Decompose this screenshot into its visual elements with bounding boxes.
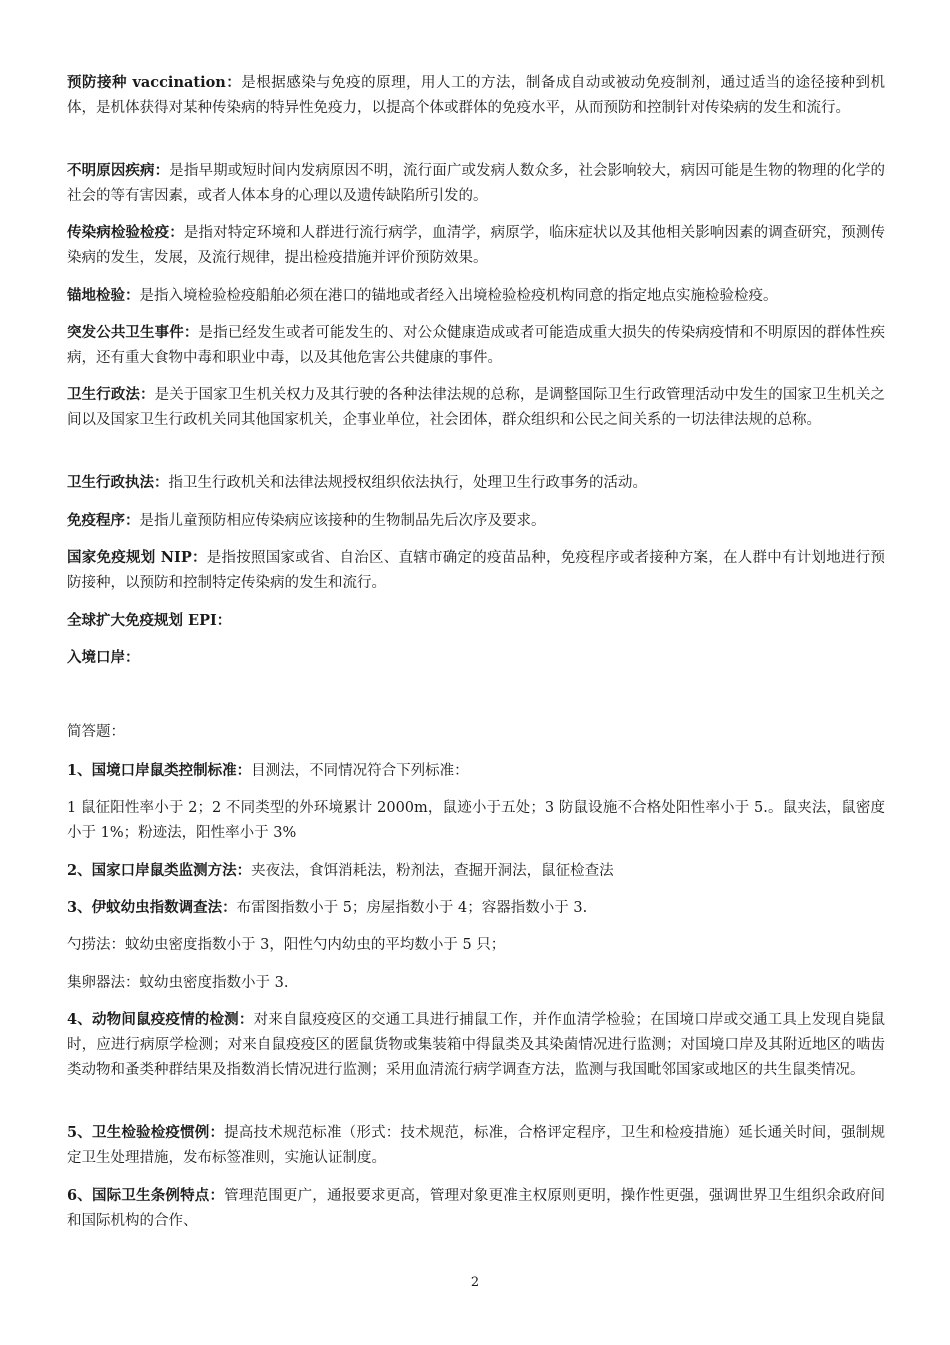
definition-public-health-emergency [67,320,885,371]
definition-health-administrative-law [67,382,885,433]
definition-vaccination [67,70,885,121]
definition-nip [67,545,885,596]
definition-term: 全球扩大免疫规划 EPI： [67,612,232,629]
answer-term: 2、国家口岸鼠类监测方法： [67,862,252,879]
page-number: 2 [470,1275,480,1290]
answer-2 [67,858,885,884]
definition-anchorage-inspection [67,283,885,309]
answer-5 [67,1120,885,1171]
answer-text: 目测法，不同情况符合下列标准： [251,763,469,779]
answer-4 [67,1007,885,1083]
definition-term: 卫生行政执法： [67,474,169,491]
definition-term: 突发公共卫生事件： [67,324,199,341]
answer-text: 1 鼠征阳性率小于 2；2 不同类型的外环境累计 2000m，鼠迹小于五处；3 防鼠设施不合格处阳性率小于 5.。鼠夹法，鼠密度小于 1%；粉迹法，阳性率小于 3% [67,800,885,841]
definition-immunization-schedule [67,508,885,534]
definition-health-administrative-enforcement [67,470,885,496]
definition-text: 指卫生行政机关和法律法规授权组织依法执行，处理卫生行政事务的活动。 [168,475,647,491]
definition-term: 预防接种 vaccination： [67,74,242,91]
definition-term: 锚地检验： [67,287,140,304]
definition-port-of-entry [67,645,885,671]
answer-term: 1、国境口岸鼠类控制标准： [67,762,252,779]
definition-term: 传染病检验检疫： [67,224,184,241]
definition-text: 是指入境检验检疫船舶必须在港口的锚地或者经入出境检验检疫机构同意的指定地点实施检验检疫。 [139,288,778,304]
definition-term: 不明原因疾病： [67,162,170,179]
definition-term: 国家免疫规划 NIP： [67,549,207,566]
definition-term: 免疫程序： [67,512,140,529]
answer-1 [67,758,885,784]
answer-6 [67,1183,885,1234]
answer-term: 3、伊蚊幼虫指数调查法： [67,899,237,916]
answer-text: 布雷图指数小于 5；房屋指数小于 4；容器指数小于 3. [236,900,588,916]
answer-text: 提高技术规范标准（形式：技术规范，标准，合格评定程序，卫生和检疫措施）延长通关时间，强制规定卫生处理措施，发布标签准则，实施认证制度。 [67,1125,885,1166]
answer-3 [67,895,885,921]
answer-term: 5、卫生检验检疫惯例： [67,1124,225,1141]
definition-epi [67,608,885,634]
definition-text: 是指儿童预防相应传染病应该接种的生物制品先后次序及要求。 [139,513,546,529]
section-title: 简答题： [67,724,125,740]
answer-term: 4、动物间鼠疫疫情的检测： [67,1011,254,1028]
answer-3-ovitrap [67,970,885,996]
definition-text: 是根据感染与免疫的原理，用人工的方法，制备成自动或被动免疫制剂，通过适当的途径接种到机体，是机体获得对某种传染病的特异性免疫力，以提高个体或群体的免疫水平，从而预防和控制针对传染病的发生和流行。 [67,75,885,116]
answer-text: 对来自鼠疫疫区的交通工具进行捕鼠工作，并作血清学检验；在国境口岸或交通工具上发现自毙鼠时，应进行病原学检测；对来自鼠疫疫区的匿鼠货物或集装箱中得鼠类及其染菌情况进行监测；对国境口岸及其附近地区的啮齿类动物和蚤类种群结果及指数消长情况进行监测；采用血清流行病学调查方法，监测与我国毗邻国家或地区的共生鼠类情况。 [67,1012,886,1078]
answer-text: 管理范围更广，通报要求更高，管理对象更准主权原则更明，操作性更强，强调世界卫生组织余政府间和国际机构的合作、 [67,1188,885,1229]
definition-text: 是指对特定环境和人群进行流行病学，血清学，病原学，临床症状以及其他相关影响因素的调查研究，预测传染病的发生，发展，及流行规律，提出检疫措施并评价预防效果。 [67,225,885,266]
answer-text: 夹夜法，食饵消耗法，粉剂法，查掘开洞法，鼠征检查法 [251,863,614,879]
answer-term: 6、国际卫生条例特点： [67,1187,225,1204]
definition-text: 是指已经发生或者可能发生的、对公众健康造成或者可能造成重大损失的传染病疫情和不明原因的群体性疾病，还有重大食物中毒和职业中毒，以及其他危害公共健康的事件。 [67,325,885,366]
definition-text: 是指早期或短时间内发病原因不明，流行面广或发病人数众多，社会影响较大，病因可能是生物的物理的化学的社会的等有害因素，或者人体本身的心理以及遗传缺陷所引发的。 [67,163,885,204]
answer-1-detail [67,795,885,846]
definition-text: 是指按照国家或省、自治区、直辖市确定的疫苗品种，免疫程序或者接种方案，在人群中有计划地进行预防接种，以预防和控制特定传染病的发生和流行。 [67,550,885,591]
definition-term: 入境口岸： [67,649,140,666]
definition-unknown-disease [67,158,885,209]
answer-text: 勺捞法：蚊幼虫密度指数小于 3，阳性勺内幼虫的平均数小于 5 只； [67,937,506,953]
definition-text: 是关于国家卫生机关权力及其行驶的各种法律法规的总称，是调整国际卫生行政管理活动中发生的国家卫生机关之间以及国家卫生行政机关同其他国家机关，企事业单位，社会团体，群众组织和公民之间关系的一切法律法规的总称。 [67,387,885,428]
definition-term: 卫生行政法： [67,386,155,403]
definition-infectious-disease-quarantine [67,220,885,271]
answer-3-ladle [67,932,885,958]
answer-text: 集卵器法：蚊幼虫密度指数小于 3. [67,975,289,991]
